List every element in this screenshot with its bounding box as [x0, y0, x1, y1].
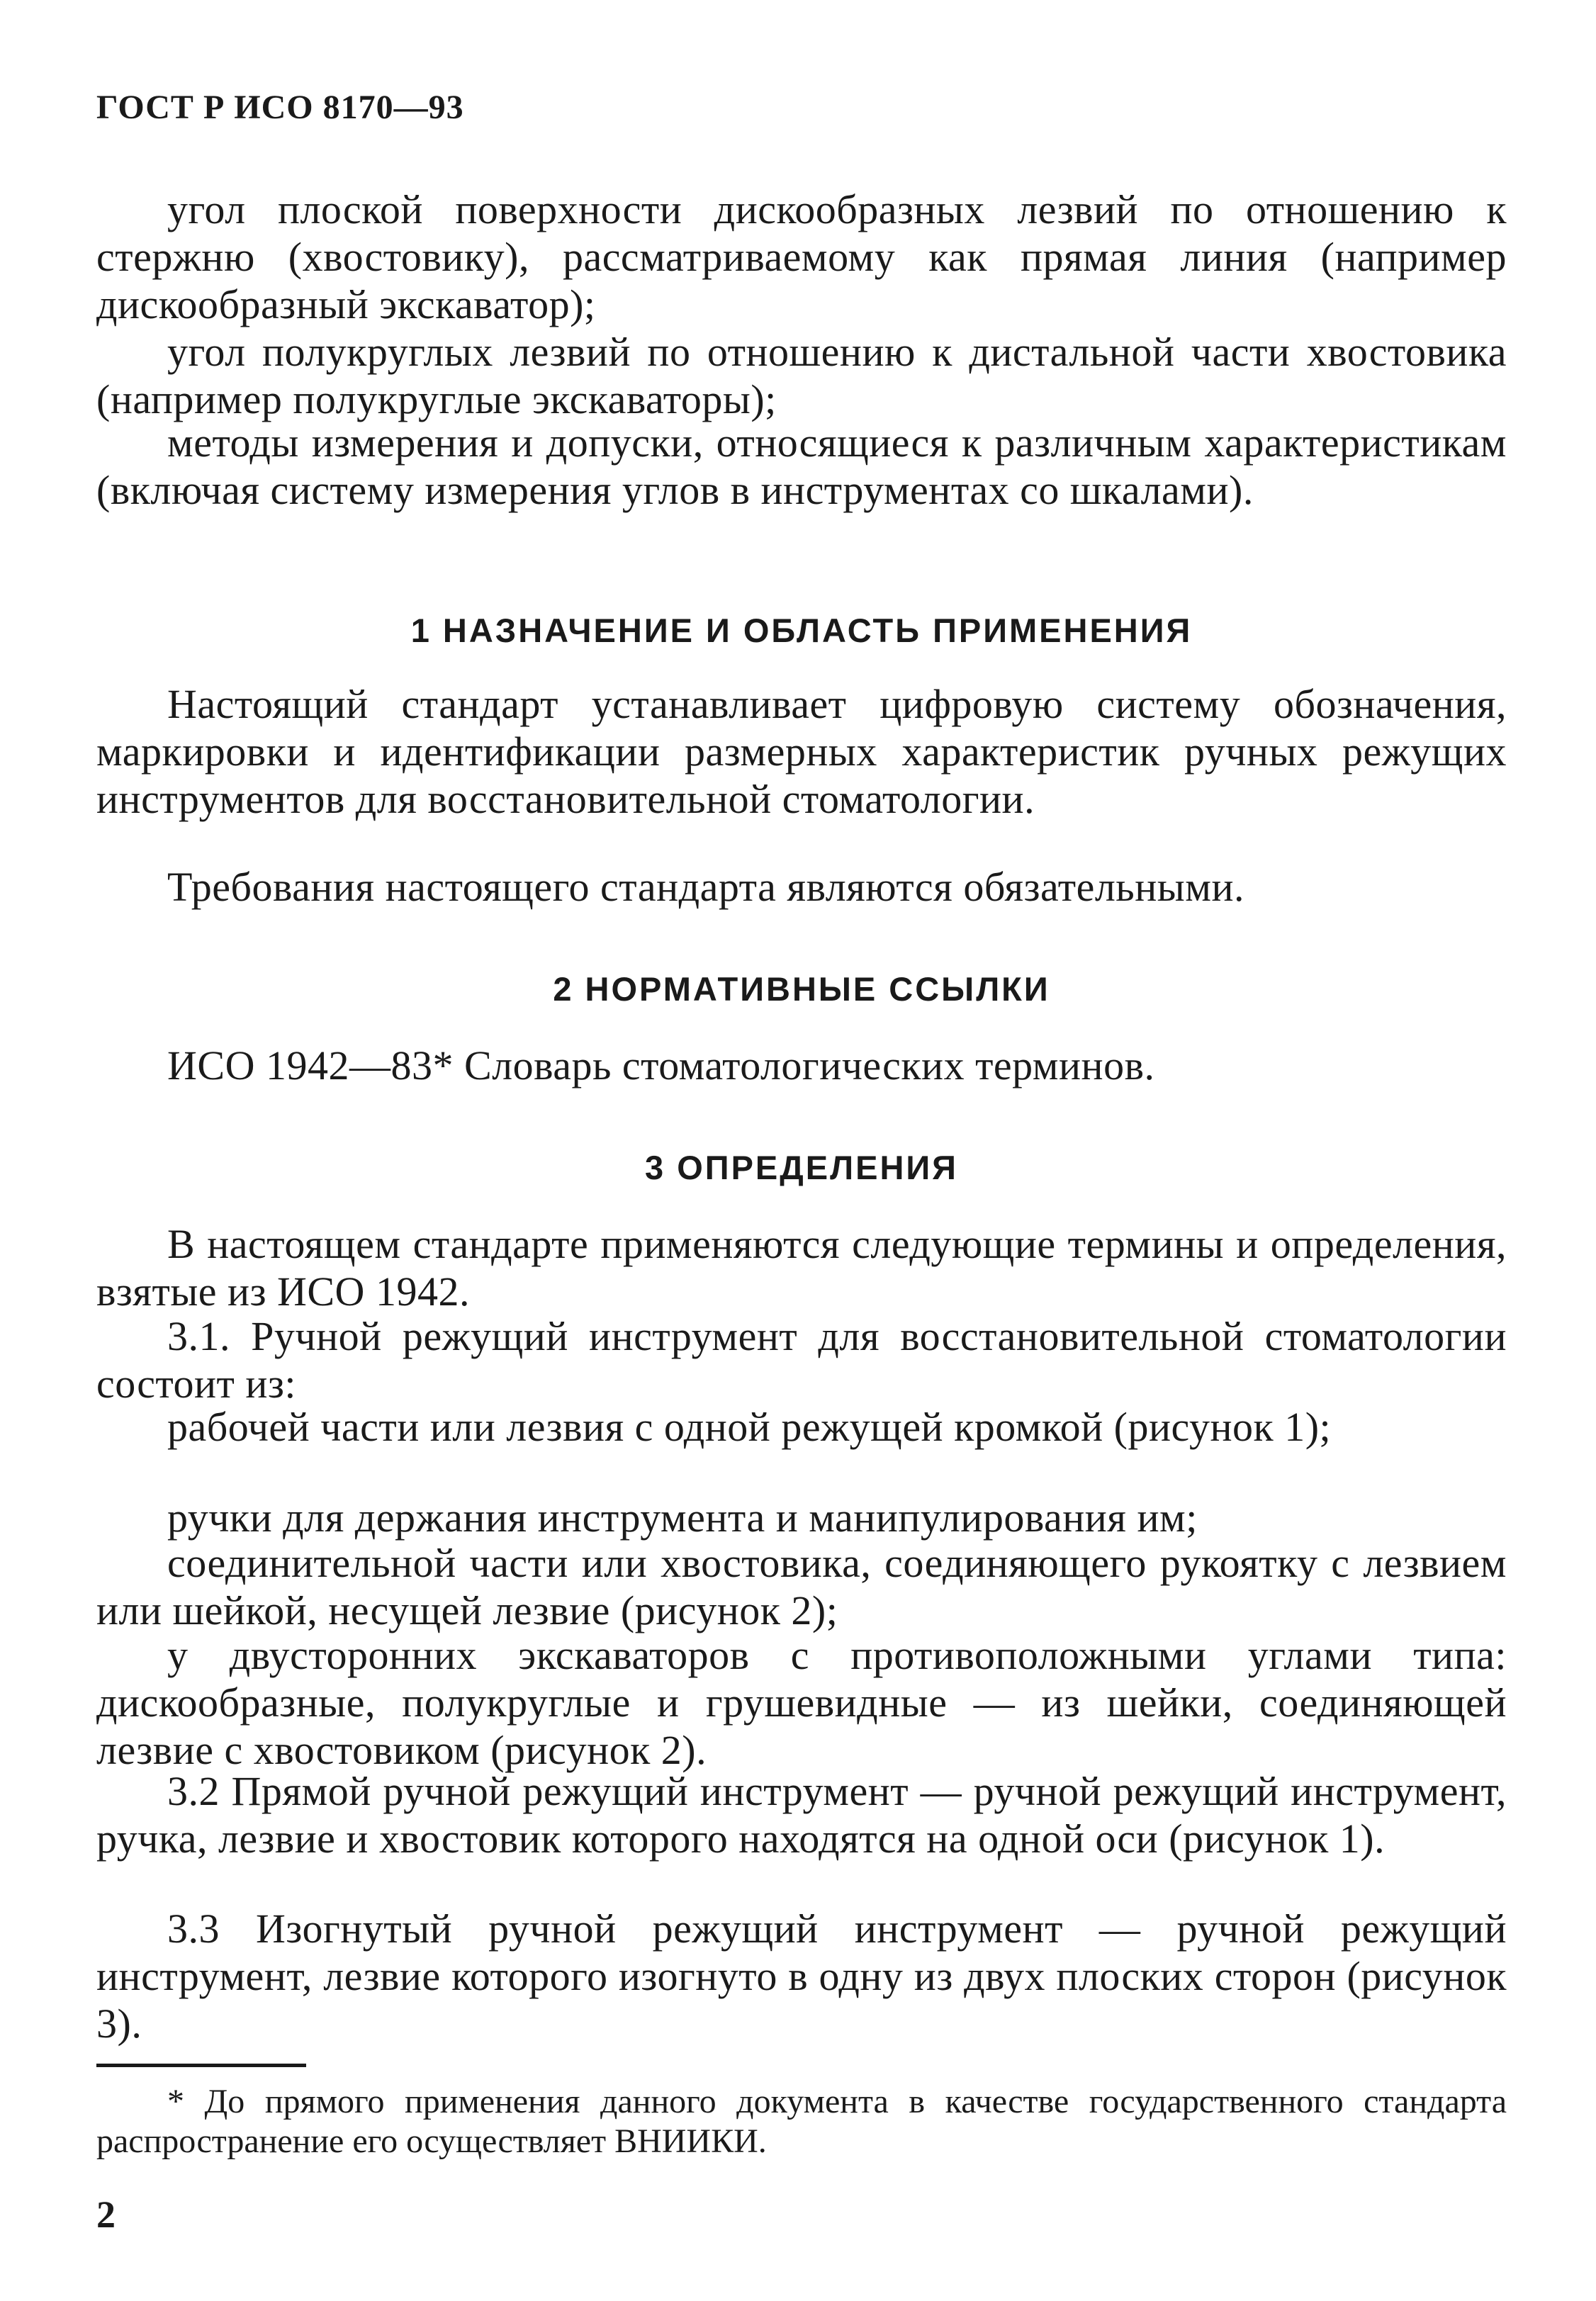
- section-3-paragraph-3: рабочей части или лезвия с одной режущей кромкой (рисунок 1);: [167, 1404, 1332, 1450]
- section-1-paragraph-1: Настоящий стандарт устанавливает цифровую систему обозначения, маркировки и идентификации размерных характеристик ручных режущих инструментов для восстановительной стоматологии.: [96, 681, 1507, 822]
- section-1-paragraph-2: Требования настоящего стандарта являются обязательными.: [167, 864, 1244, 910]
- section-3-paragraph-8: 3.3 Изогнутый ручной режущий инструмент — ручной режущий инструмент, лезвие которого изогнуто в одну из двух плоских сторон (рисунок 3).: [96, 1906, 1507, 2047]
- section-3-paragraph-7: 3.2 Прямой ручной режущий инструмент — ручной режущий инструмент, ручка, лезвие и хвостовик которого находятся на одной оси (рисунок 1).: [96, 1768, 1507, 1862]
- footnote-divider: [96, 2064, 306, 2067]
- intro-paragraph-3: методы измерения и допуски, относящиеся к различным характеристикам (включая систему измерения углов в инструментах со шкалами).: [96, 420, 1507, 513]
- section-3-paragraph-6: у двусторонних экскаваторов с противоположными углами типа: дискообразные, полукруглые и грушевидные — из шейки, соединяющей лезвие с хвостовиком (рисунок 2).: [96, 1632, 1507, 1773]
- section-3-paragraph-2: 3.1. Ручной режущий инструмент для восстановительной стоматологии состоит из:: [96, 1313, 1507, 1407]
- section-3-paragraph-5: соединительной части или хвостовика, соединяющего рукоятку с лезвием или шейкой, несущей лезвие (рисунок 2);: [96, 1540, 1507, 1633]
- running-header: ГОСТ Р ИСО 8170—93: [96, 89, 464, 126]
- section-3-heading: 3 ОПРЕДЕЛЕНИЯ: [645, 1149, 958, 1186]
- section-2-paragraph-1: ИСО 1942—83* Словарь стоматологических терминов.: [167, 1042, 1155, 1088]
- section-2-heading: 2 НОРМАТИВНЫЕ ССЫЛКИ: [553, 970, 1050, 1008]
- intro-paragraph-2: угол полукруглых лезвий по отношению к дистальной части хвостовика (например полукруглые экскаваторы);: [96, 329, 1507, 422]
- footnote: * До прямого применения данного документа в качестве государственного стандарта распространение его осуществляет ВНИИКИ.: [96, 2083, 1507, 2160]
- section-3-paragraph-4: ручки для держания инструмента и манипулирования им;: [167, 1495, 1198, 1541]
- page-number: 2: [96, 2193, 116, 2236]
- section-1-heading: 1 НАЗНАЧЕНИЕ И ОБЛАСТЬ ПРИМЕНЕНИЯ: [410, 612, 1193, 649]
- section-3-paragraph-1: В настоящем стандарте применяются следующие термины и определения, взятые из ИСО 1942.: [96, 1221, 1507, 1315]
- intro-paragraph-1: угол плоской поверхности дискообразных лезвий по отношению к стержню (хвостовику), рассматриваемому как прямая линия (например дискообразный экскаватор);: [96, 186, 1507, 327]
